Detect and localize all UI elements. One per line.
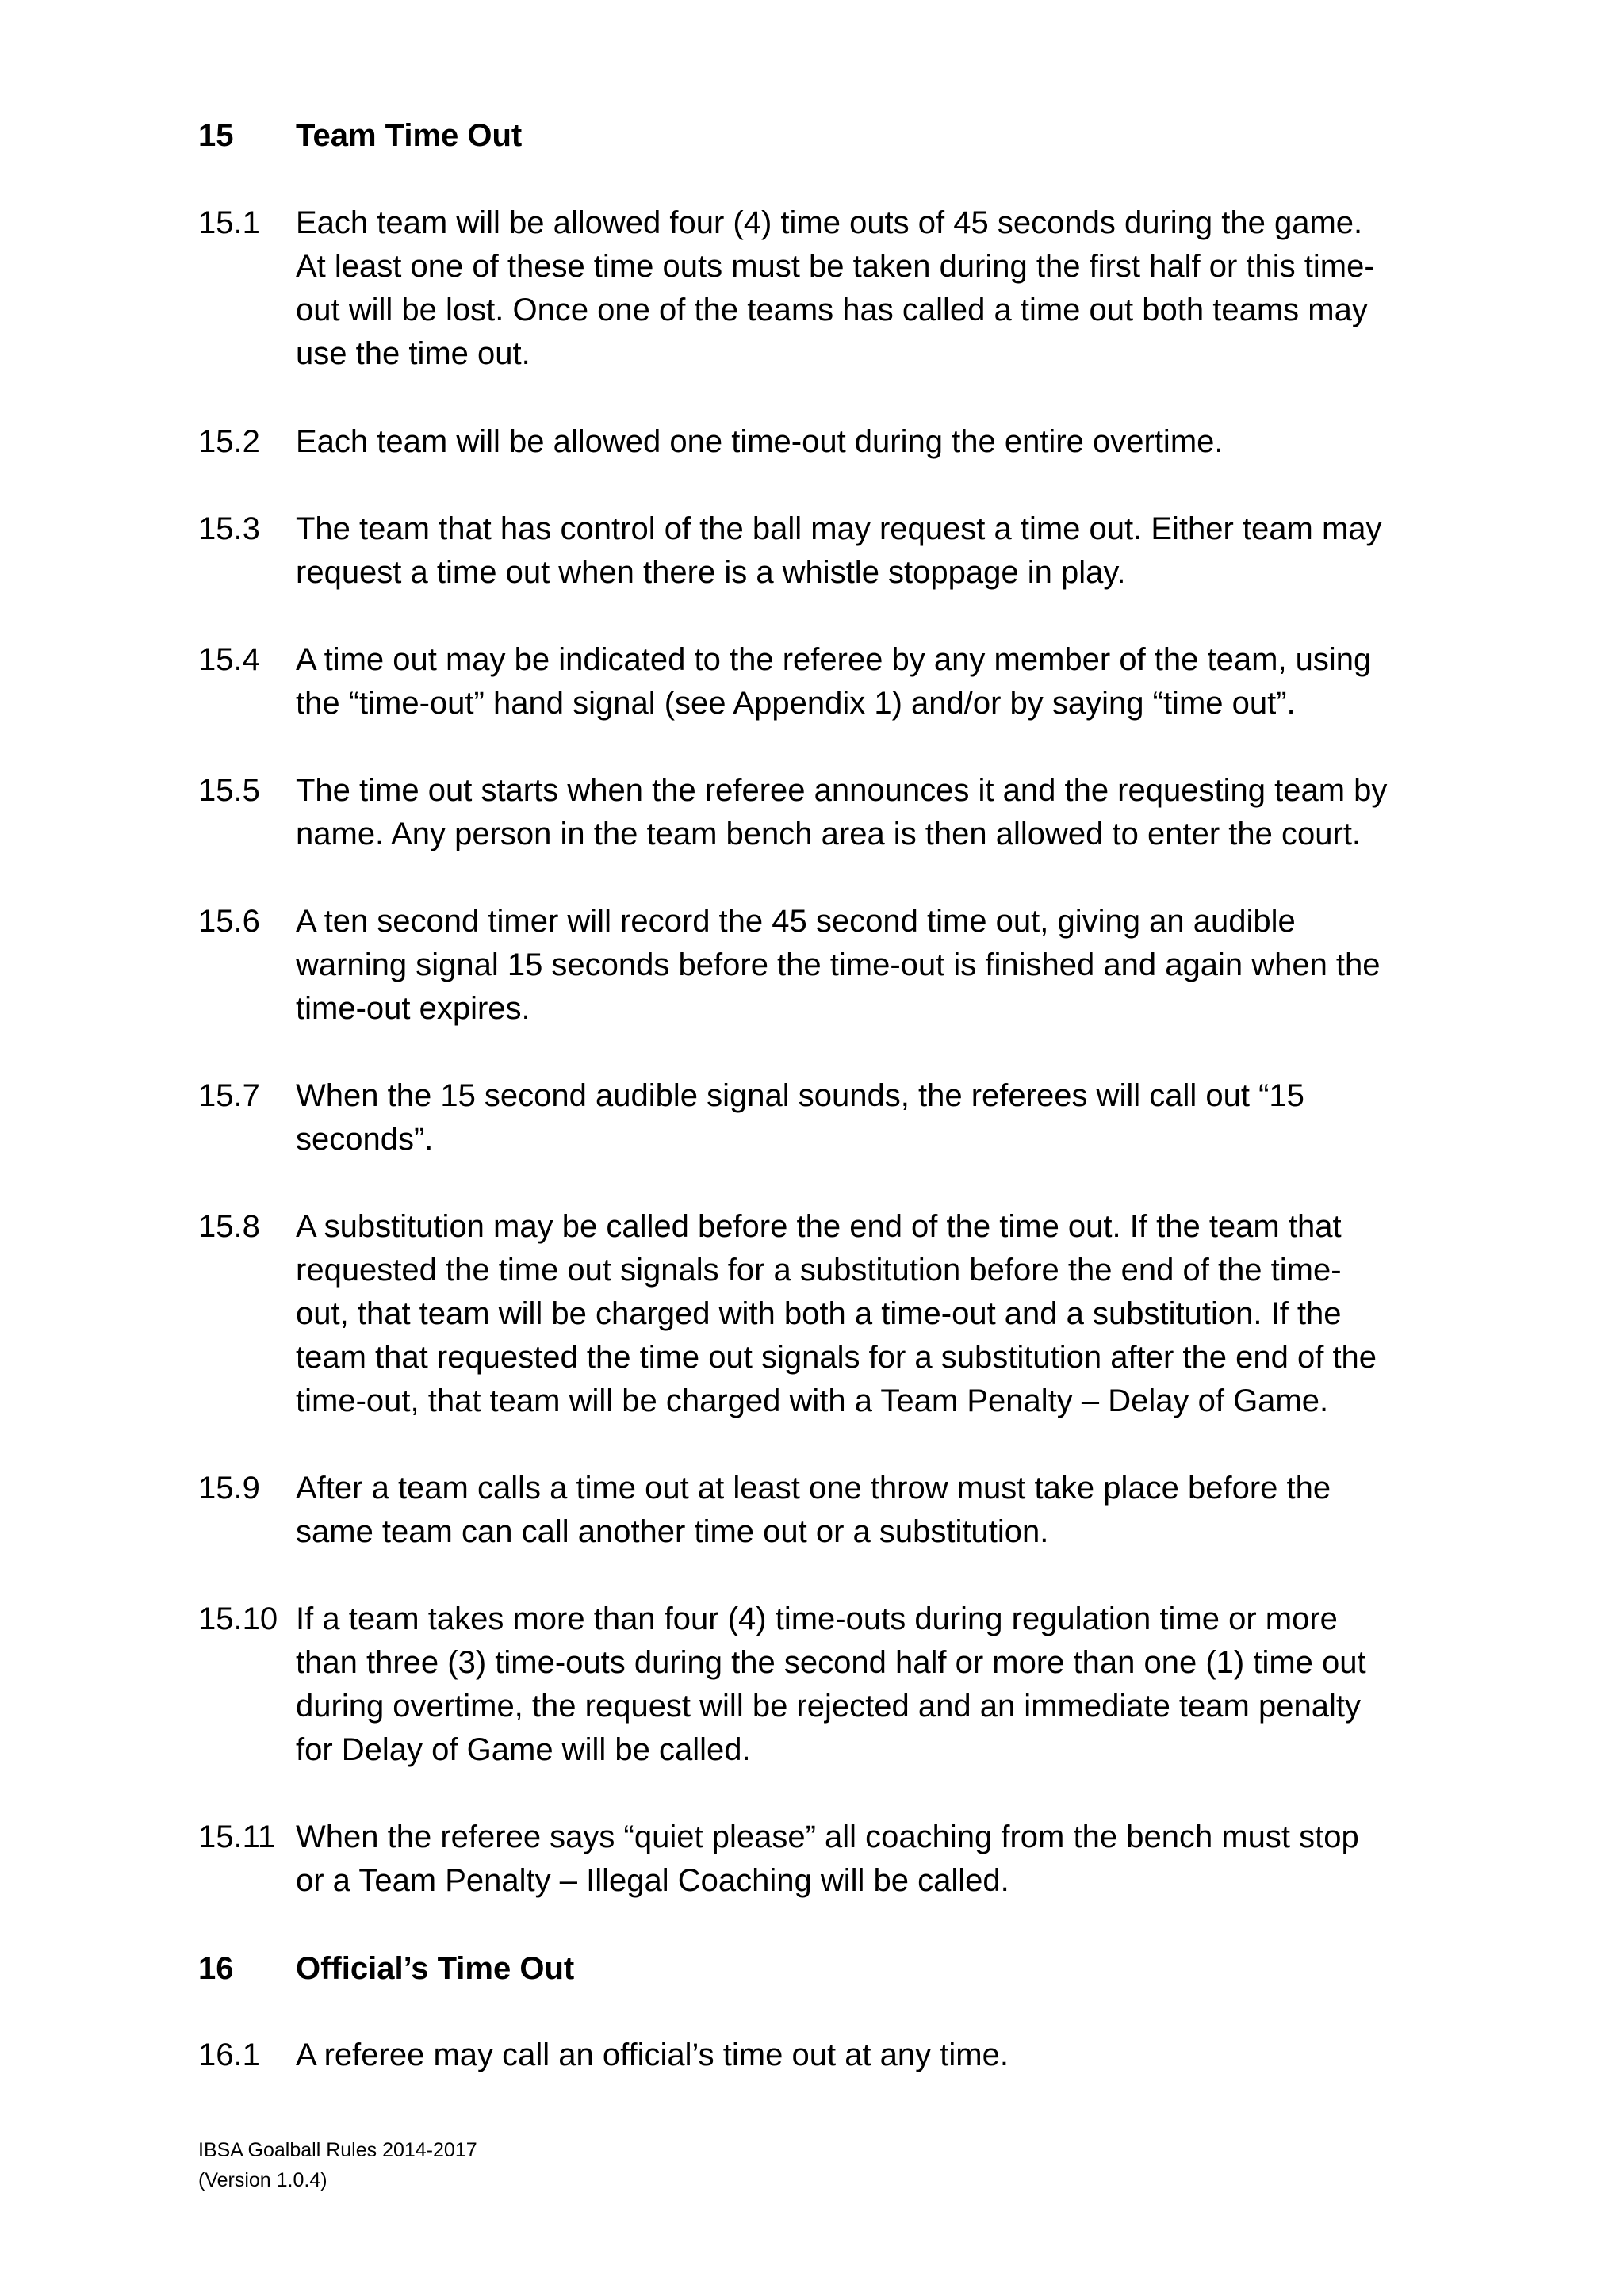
clause-line: A substitution may be called before the end of the time out. If the team that [296,1209,1342,1244]
clause-line: A ten second timer will record the 45 second time out, giving an audible [296,904,1296,939]
clause-line: or a Team Penalty – Illegal Coaching will be called. [296,1863,1009,1898]
clause-15-10 [198,1598,1435,1772]
clause-number: 15.3 [198,511,260,546]
clause-15-6 [198,900,1435,1031]
clause-number: 15.4 [198,642,260,677]
clause-text [296,1816,1435,1903]
clause-number: 15.7 [198,1078,260,1113]
clause-number: 16.1 [198,2038,260,2072]
clause-text [296,638,1435,725]
clause-line: Each team will be allowed one time-out during the entire overtime. [296,424,1224,459]
clause-15-3 [198,507,1435,595]
clause-line: use the time out. [296,336,530,371]
clause-text [296,420,1435,464]
clause-15-4 [198,638,1435,725]
clause-15-8 [198,1205,1435,1423]
clause-15-1 [198,201,1435,376]
clause-line: warning signal 15 seconds before the time-out is finished and again when the [296,947,1381,982]
clause-line: When the 15 second audible signal sounds, the referees will call out “15 [296,1078,1304,1113]
clause-line: The team that has control of the ball may request a time out. Either team may [296,511,1382,546]
clause-text [296,507,1435,595]
footer-title: IBSA Goalball Rules 2014-2017 [198,2139,477,2161]
section-title: Official’s Time Out [296,1951,575,1986]
clause-line: team that requested the time out signals for a substitution after the end of the [296,1340,1377,1375]
clause-number: 15.6 [198,904,260,939]
clause-line: out will be lost. Once one of the teams has called a time out both teams may [296,293,1368,327]
clause-line: than three (3) time-outs during the second half or more than one (1) time out [296,1645,1366,1680]
clause-15-9 [198,1467,1435,1554]
clause-line: A time out may be indicated to the referee by any member of the team, using [296,642,1372,677]
clause-15-2 [198,420,1435,464]
page-footer [198,2135,477,2195]
clause-15-11 [198,1816,1435,1903]
clause-line: the “time-out” hand signal (see Appendix 1) and/or by saying “time out”. [296,686,1296,721]
clause-text [296,1467,1435,1554]
section-number: 16 [198,1951,234,1986]
section-number: 15 [198,118,234,153]
clause-15-5 [198,769,1435,856]
clause-line: A referee may call an official’s time out at any time. [296,2038,1009,2072]
clause-line: After a team calls a time out at least one throw must take place before the [296,1471,1331,1506]
clause-text [296,201,1435,376]
clause-number: 15.5 [198,773,260,808]
clause-16-1 [198,2034,1435,2077]
clause-text [296,900,1435,1031]
clause-line: When the referee says “quiet please” all coaching from the bench must stop [296,1820,1359,1854]
clause-text [296,1205,1435,1423]
clause-text [296,1074,1435,1161]
clause-line: time-out expires. [296,991,530,1026]
clause-text [296,1598,1435,1772]
clause-line: If a team takes more than four (4) time-outs during regulation time or more [296,1601,1338,1636]
clause-line: during overtime, the request will be rejected and an immediate team penalty [296,1689,1361,1724]
clause-line: time-out, that team will be charged with a Team Penalty – Delay of Game. [296,1383,1329,1418]
footer-version: (Version 1.0.4) [198,2169,327,2191]
clause-line: At least one of these time outs must be taken during the first half or this time- [296,249,1375,284]
clause-line: same team can call another time out or a substitution. [296,1514,1049,1549]
clause-text [296,769,1435,856]
clause-15-7 [198,1074,1435,1161]
clause-number: 15.11 [198,1820,276,1854]
clause-line: requested the time out signals for a substitution before the end of the time- [296,1253,1342,1288]
clause-text [296,2034,1435,2077]
clause-line: for Delay of Game will be called. [296,1732,751,1767]
clause-line: request a time out when there is a whistle stoppage in play. [296,555,1126,590]
clause-line: The time out starts when the referee announces it and the requesting team by [296,773,1388,808]
clause-number: 15.8 [198,1209,260,1244]
clause-number: 15.2 [198,424,260,459]
clause-number: 15.9 [198,1471,260,1506]
clause-number: 15.10 [198,1601,278,1636]
section-title: Team Time Out [296,118,523,153]
clause-line: name. Any person in the team bench area is then allowed to enter the court. [296,817,1362,851]
clause-number: 15.1 [198,205,260,240]
clause-line: Each team will be allowed four (4) time outs of 45 seconds during the game. [296,205,1363,240]
clause-line: seconds”. [296,1122,434,1157]
clause-line: out, that team will be charged with both a time-out and a substitution. If the [296,1296,1342,1331]
